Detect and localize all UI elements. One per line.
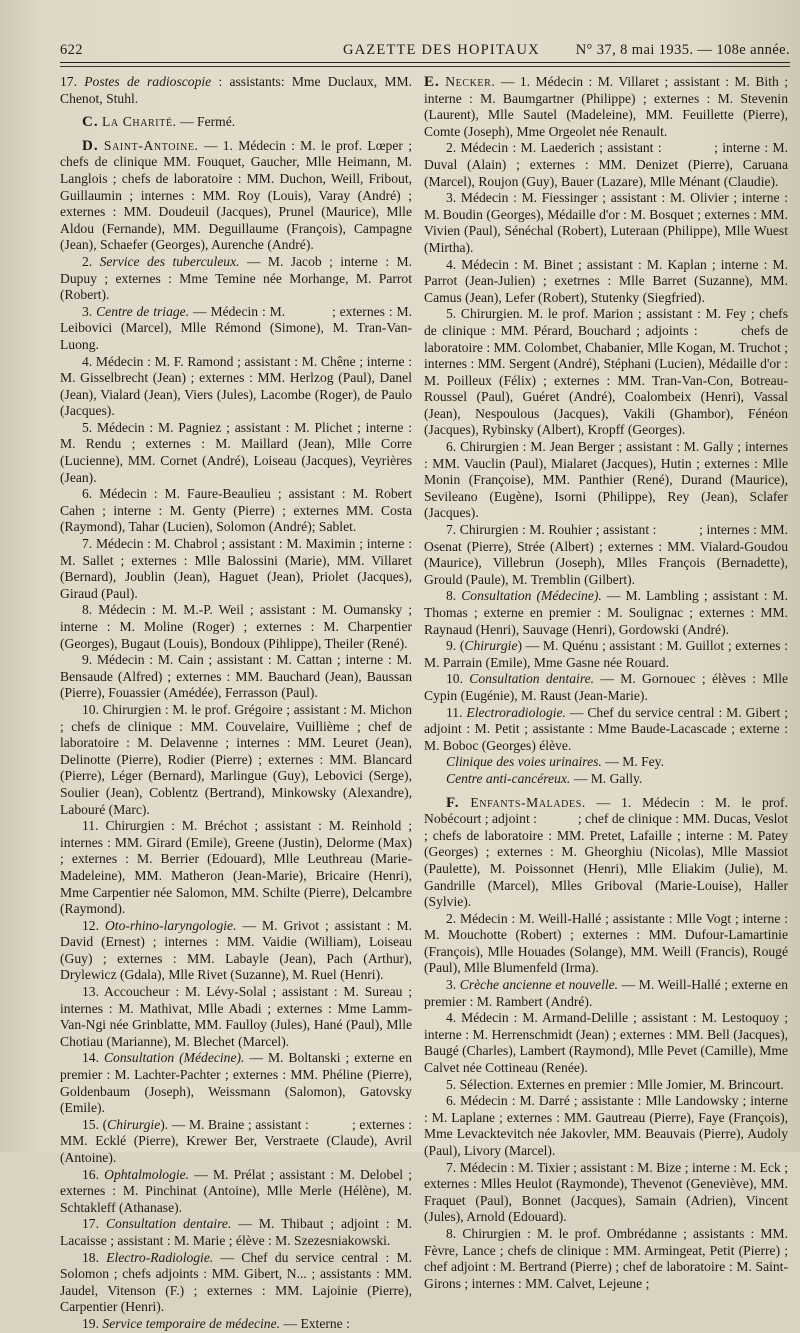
paragraph: 13. Accoucheur : M. Lévy-Solal ; assistant : M. Sureau ; internes : M. Mathivat, Mlle Abadi ; externes : Mme Lamm-Van-Ngi née Grinblatte, MM. Faulloy (Jules), Hané (Paul), Mlle Chotiau (Marianne), M. Blechet (Marcel).	[60, 984, 412, 1049]
paragraph: 9. (Chirurgie) — M. Quénu ; assistant : M. Guillot ; externes : M. Parrain (Emile), Mme Gasne née Rouard.	[424, 638, 788, 670]
paragraph: 4. Médecin : M. Binet ; assistant : M. Kaplan ; interne : M. Parrot (Jean-Julien) ; exetrnes : Mlle Barret (Suzanne), MM. Camus (Jean), Lefer (Robert), Stutenky (Siegfried).	[424, 256, 788, 305]
page-header	[60, 36, 790, 64]
paragraph: 6. Médecin : M. Darré ; assistante : Mlle Landowsky ; interne : M. Laplane ; externes : MM. Gautreau (Pierre), Faye (François), Mme Levacktevitch née Jakovler, MM. Beauvais (Pierre), Audoly (Paul), Livory (Marcel).	[424, 1093, 788, 1158]
paragraph: 8. Médecin : M. M.-P. Weil ; assistant : M. Oumansky ; interne : M. Moline (Roger) ; externes : M. Charpentier (Georges), Bugaut (Louis), Bondoux (Pihlippe), Theiler (René).	[60, 602, 412, 651]
paragraph: 4. Médecin : M. Armand-Delille ; assistant : M. Lestoquoy ; interne : M. Herrenschmidt (Jean) ; externes : MM. Bell (Jacques), Baugé (Charles), Lambert (Raymond), Mlle Pevet (Camille), Mme Calvet née Cottineau (Renée).	[424, 1010, 788, 1076]
paragraph: 10. Consultation dentaire. — M. Gornouec ; élèves : Mlle Cypin (Eugénie), M. Raust (Jean-Marie).	[424, 671, 789, 703]
header-rule-thick	[60, 62, 790, 63]
paragraph: 6. Chirurgien : M. Jean Berger ; assistant : M. Gally ; internes : MM. Vauclin (Paul), Mialaret (Jacques), Hutin ; externes : Mlle Monin (Françoise), MM. Panthier (René), Durand (Maurice), Sevileano (Eugène), Isorni (Philippe), Rey (Jean), Sclafer (Jacques).	[424, 439, 788, 521]
paragraph: 3. Médecin : M. Fiessinger ; assistant : M. Olivier ; interne : M. Boudin (Georges), Médaille d'or : M. Bosquet ; externes : MM. Vivien (Paul), Sénéchal (Robert), Luteraan (Philippe), Mlle Wuest (Mirtha).	[424, 190, 788, 255]
paragraph: 16. Ophtalmologie. — M. Prélat ; assistant : M. Delobel ; externes : M. Pinchinat (Antoine), Mlle Merle (Hélène), M. Schtakleff (Athanase).	[60, 1166, 412, 1215]
paragraph: F. Enfants-Malades. — 1. Médecin : M. le prof. Nobécourt ; adjoint : ; chef de clinique : MM. Ducas, Veslot ; chefs de laboratoire : MM. Pretet, Lafaille ; interne : M. Patey (Georges) ; externes : M. Gheorghiu (Nicolas), Mlle Massiot (Paulette), M. Poissonnet (Henri), Mlle Eliakim (Julie), M. Gandrille (Marcel), Mlles Griboval (Marie-Louise), Haller (Sylvie).	[424, 794, 788, 910]
left-column	[60, 74, 412, 1333]
paragraph: 18. Electro-Radiologie. — Chef du service central : M. Solomon ; chefs adjoints : MM. Gibert, N... ; assistants : MM. Jaudel, Vitenson (F.) ; externes : MM. Lajoinie (Pierre), Carpentier (Henri).	[60, 1249, 412, 1315]
paragraph: 5. Chirurgien. M. le prof. Marion ; assistant : M. Fey ; chefs de clinique : MM. Pérard, Bouchard ; adjoints : chefs de laboratoire : MM. Colombet, Chabanier, Mlle Kogan, M. Truchot ; internes : MM. Sergent (André), Stéphani (Lucien), Médaille d'or : M. Poilleux (Félix) ; externes : MM. Tran-Van-Con, Botreau-Roussel (Paul), Guéret (André), Coalombeix (Henri), Vassal (Jean), Nespoulous (Jacques), Vakili (Ghambor), Fénéon (Jacques), Rybinsky (Albert), Kropff (Georges).	[424, 306, 788, 438]
right-column	[424, 74, 788, 1292]
paragraph: Centre anti-cancéreux. — M. Gally.	[446, 770, 643, 786]
paragraph: 15. (Chirurgie). — M. Braine ; assistant : ; externes : MM. Ecklé (Pierre), Krewer Ber, Verstraete (Claude), Avril (Antoine).	[60, 1116, 412, 1165]
paragraph: 2. Médecin : M. Laederich ; assistant : ; interne : M. Duval (Alain) ; externes : MM. Denizet (Pierre), Caruana (Marcel), Roujon (Guy), Bauer (Lazare), Mlle Ménant (Claudie).	[424, 140, 788, 189]
paragraph: 8. Chirurgien : M. le prof. Ombrédanne ; assistants : MM. Fèvre, Lance ; chefs de clinique : MM. Armingeat, Petit (Pierre) ; chef adjoint : M. Bertrand (Pierre) ; chef de laboratoire : M. Saint-Girons ; internes : MM. Calvet, Lejeune ;	[424, 1225, 788, 1291]
paragraph: 11. Chirurgien : M. Bréchot ; assistant : M. Reinhold ; internes : MM. Girard (Emile), Greene (Justin), Delorme (Max) ; externes : M. Berrier (Edouard), Mlle Leuthreau (Marie-Madeleine), MM. Matheron (Jean-Marie), Bricaire (Henri), Mme Carpentier née Salomon, MM. Schilte (Pierre), Delcambre (Raymond).	[60, 818, 412, 917]
paragraph: 17. Consultation dentaire. — M. Thibaut ; adjoint : M. Lacaisse ; assistant : M. Marie ; élève : M. Szezesniakowski.	[60, 1216, 412, 1248]
paragraph: 7. Médecin : M. Tixier ; assistant : M. Bize ; interne : M. Eck ; externes : Mlles Heulot (Raymonde), Thevenot (Geneviève), MM. Fraquet (Paul), Bonnet (Jacques), Samain (Adrien), Vincent (Jules), Arnold (Edouard).	[424, 1159, 788, 1225]
paragraph: Clinique des voies urinaires. — M. Fey.	[446, 754, 664, 770]
paragraph: 8. Consultation (Médecine). — M. Lambling ; assistant : M. Thomas ; externe en premier : M. Soulignac ; externes : MM. Raynaud (Henri), Sauvage (Henri), Gordowski (André).	[424, 588, 789, 637]
paragraph: 5. Médecin : M. Pagniez ; assistant : M. Plichet ; interne : M. Rendu ; externes : M. Maillard (Jean), Mlle Corre (Lucienne), MM. Cornet (André), Loiseau (Jacques), Veyrières (Jean).	[60, 419, 412, 485]
paragraph: E. Necker. — 1. Médecin : M. Villaret ; assistant : M. Bith ; interne : M. Baumgartner (Philippe) ; externes : M. Stevenin (Laurent), Mlle Sautel (Madeleine), MM. Feuillette (Pierre), Comte (Joseph), Mme Orgeolet née Renault.	[424, 74, 788, 139]
paragraph: 3. Crèche ancienne et nouvelle. — M. Weill-Hallé ; externe en premier : M. Rambert (André).	[424, 977, 788, 1009]
paragraph: 17. Postes de radioscopie : assistants: Mme Duclaux, MM. Chenot, Stuhl.	[60, 74, 413, 106]
paragraph: 12. Oto-rhino-laryngologie. — M. Grivot ; assistant : M. David (Ernest) ; internes : MM. Vaidie (William), Loiseau (Guy) ; externes : MM. Labayle (Jean), Pach (Arthur), Drylewicz (Gdala), Mlle Rivet (Suzanne), M. Ruel (Henri).	[60, 917, 412, 983]
paragraph: 7. Médecin : M. Chabrol ; assistant : M. Maximin ; interne : M. Sallet ; externes : Mlle Balossini (Marie), MM. Villaret (Bernard), Joublin (Jean), Haguet (Jean), Priolet (Jacques), Giraud (Paul).	[60, 536, 412, 601]
paragraph: 2. Médecin : M. Weill-Hallé ; assistante : Mlle Vogt ; interne : M. Mouchotte (Robert) ; externes : MM. Dufour-Lamartinie (François), Mlle Houades (Solange), MM. Weill (Francis), Rougé (Paul), Mlle Blumenfeld (Irma).	[424, 910, 788, 976]
paragraph: 9. Médecin : M. Cain ; assistant : M. Cattan ; interne : M. Bensaude (Alfred) ; externes : MM. Bauchard (Jean), Baussan (Pierre), Fouassier (Amédée), Ferrasson (Paul).	[60, 652, 412, 701]
paragraph: 10. Chirurgien : M. le prof. Grégoire ; assistant : M. Michon ; chefs de clinique : MM. Couvelaire, Vuillième ; chef de laboratoire : M. Delavenne ; internes : MM. Leuret (Jean), Delinotte (Pierre), Rodier (Pierre) ; externes : MM. Blancard (Pierre), Léger (Bernard), Marlingue (Guy), Lebovici (Serge), Soulier (Jean), Coblentz (Bertrand), Minkowsky (Alexandre), Labouré (Marc).	[60, 701, 412, 817]
paragraph: D. Saint-Antoine. — 1. Médecin : M. le prof. Lœper ; chefs de clinique MM. Fouquet, Gaucher, Mlle Heimann, M. Langlois ; chefs de laboratoire : MM. Duchon, Weill, Fribout, Guillaumin ; internes : MM. Roy (Louis), Varay (André) ; externes : MM. Doudeuil (Jacques), Prunel (Maurice), Mlle Aldou (Fernande), MM. Deguillaume (François), Campagne (Jean), Schaefer (Georges), Aurenche (André).	[60, 137, 412, 253]
page-number: 622	[60, 42, 83, 58]
paragraph: 7. Chirurgien : M. Rouhier ; assistant : ; internes : MM. Osenat (Pierre), Strée (Albert) ; externes : MM. Vialard-Goudou (Maurice), Villebrun (Joseph), Mlles François (Bernadette), Grould (Paule), M. Tremblin (Gilbert).	[424, 522, 788, 587]
paragraph: 14. Consultation (Médecine). — M. Boltanski ; externe en premier : M. Lachter-Pachter ; externes : MM. Phéline (Pierre), Goldenbaum (Joseph), Weissmann (Salomon), Gatovsky (Emile).	[60, 1050, 413, 1116]
paragraph: 4. Médecin : M. F. Ramond ; assistant : M. Chêne ; interne : M. Gisselbrecht (Jean) ; externes : MM. Herlzog (Paul), Danel (Jean), Vialard (Jean), Viers (Jules), Lacombe (Roger), de Paulo (Jacques).	[60, 353, 412, 419]
paragraph: 6. Médecin : M. Faure-Beaulieu ; assistant : M. Robert Cahen ; interne : M. Genty (Pierre) ; externes MM. Costa (Raymond), Tahar (Lucien), Solomon (André); Sablet.	[60, 486, 412, 535]
paragraph: 5. Sélection. Externes en premier : Mlle Jomier, M. Brincourt.	[446, 1076, 784, 1092]
paragraph: 2. Service des tuberculeux. — M. Jacob ; interne : M. Dupuy ; externes : Mme Temine née Morhange, M. Parrot (Robert).	[60, 253, 412, 303]
header-rule-thin	[60, 66, 790, 67]
paragraph: 3. Centre de triage. — Médecin : M. ; externes : M. Leibovici (Marcel), Mlle Rémond (Simone), M. Tran-Van-Luong.	[60, 303, 413, 352]
paragraph: 11. Electroradiologie. — Chef du service central : M. Gibert ; adjoint : M. Petit ; assistante : Mme Baude-Lacascade ; externe : M. Boboc (Georges) élève.	[424, 704, 788, 753]
paragraph: C. La Charité. — Fermé.	[82, 114, 236, 131]
paragraph: 19. Service temporaire de médecine. — Externe :	[82, 1315, 350, 1331]
issue-line: N° 37, 8 mai 1935. — 108e année.	[575, 42, 790, 58]
journal-title: GAZETTE DES HOPITAUX	[343, 42, 540, 58]
